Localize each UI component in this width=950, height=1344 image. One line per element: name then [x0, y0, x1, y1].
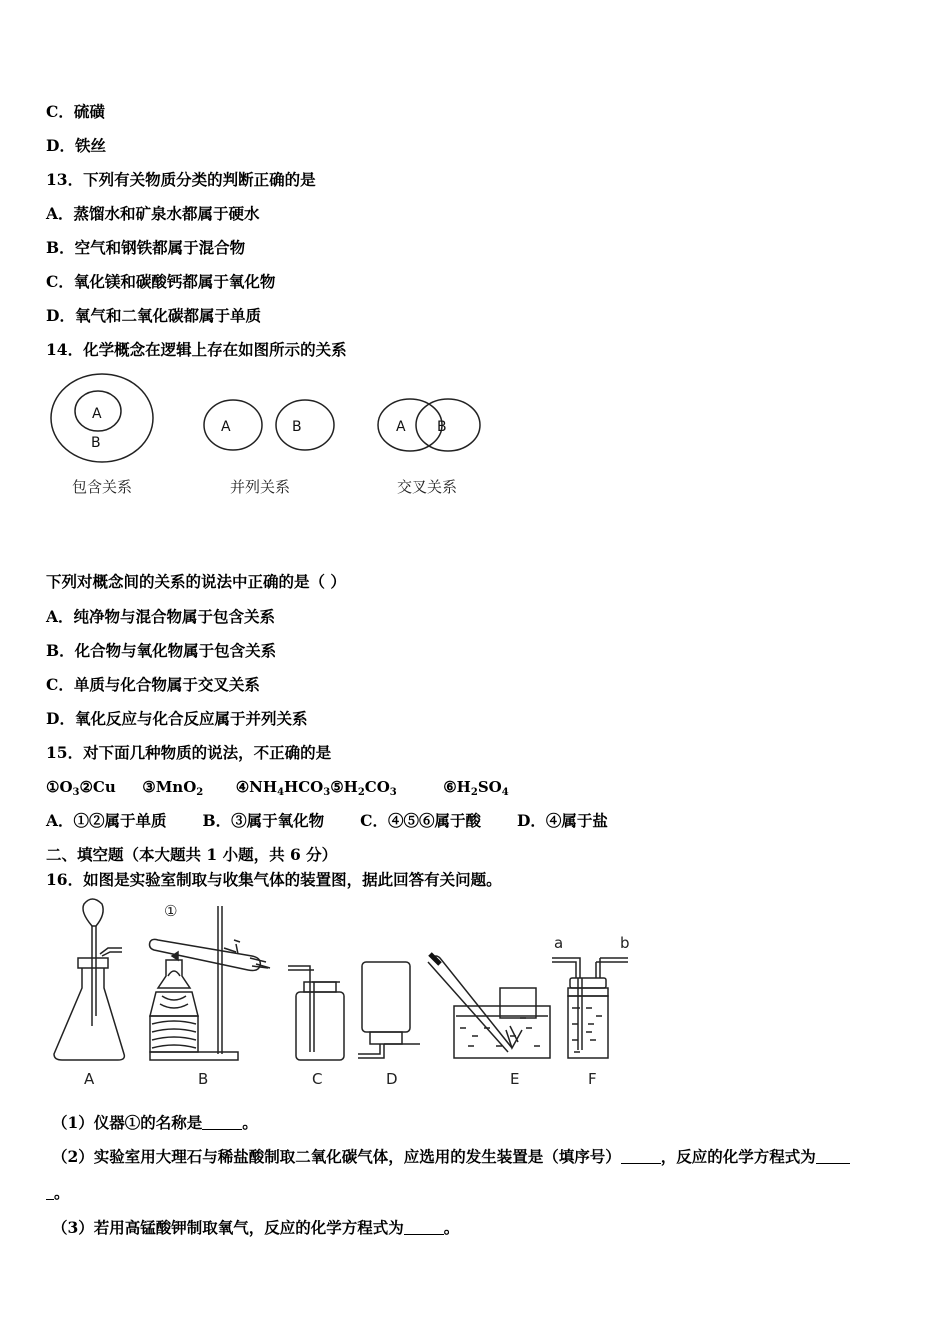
q15-substance-2: ②Cu [79, 778, 116, 796]
q16-part-3 [52, 1218, 459, 1238]
q15-substance-3: ③MnO$_2$ [142, 778, 204, 798]
q16-part-1 [52, 1113, 258, 1133]
venn-contain-label-b: B [91, 435, 101, 451]
venn-parallel-circle-b [276, 400, 334, 450]
q16-part-3-blank[interactable] [404, 1219, 444, 1235]
apparatus-label-e: E [510, 1070, 520, 1088]
venn-cross-circle-b [416, 399, 480, 451]
venn-parallel-circle-a [204, 400, 262, 450]
q15-substance-6: $⑥H_2SO_4$ [443, 778, 509, 798]
venn-parallel-caption: 并列关系 [230, 478, 291, 496]
venn-parallel-label-a: A [221, 419, 231, 435]
q16-part-1-blank[interactable] [202, 1114, 242, 1130]
venn-diagram-figure [40, 368, 500, 508]
q15-substance-4: $④NH_4HCO_3$ [235, 778, 331, 798]
apparatus-b-heating-setup [150, 906, 271, 1060]
q14-option-c: C．单质与化合物属于交叉关系 [46, 675, 260, 694]
q14-option-b: B．化合物与氧化物属于包含关系 [46, 641, 277, 660]
venn-cross-label-a: A [396, 419, 406, 435]
q13-option-d: D．氧气和二氧化碳都属于单质 [46, 306, 261, 325]
q16-stem: 16．如图是实验室制取与收集气体的装置图，据此回答有关问题。 [46, 870, 502, 889]
apparatus-a-flask [54, 899, 124, 1060]
q15-option-a: A．①②属于单质 [46, 811, 167, 830]
q16-part-2-blank-equation-cont[interactable] [46, 1184, 54, 1200]
q13-option-c: C．氧化镁和碳酸钙都属于氧化物 [46, 272, 276, 291]
q13-stem: 13．下列有关物质分类的判断正确的是 [46, 170, 316, 189]
q16-part-3-text: （3）若用高锰酸钾制取氧气，反应的化学方程式为 [52, 1218, 404, 1237]
q16-part-1-text: （1）仪器①的名称是 [52, 1113, 203, 1132]
venn-contain-caption: 包含关系 [72, 478, 133, 496]
apparatus-label-d: D [386, 1070, 398, 1088]
q15-option-b: B．③属于氧化物 [202, 811, 325, 830]
venn-contain-label-a: A [92, 406, 102, 422]
apparatus-label-c: C [312, 1070, 323, 1088]
apparatus-label-f: F [588, 1070, 597, 1088]
apparatus-d-inverted-bottle [358, 962, 420, 1058]
q16-part-2-text-equation: ，反应的化学方程式为 [660, 1147, 816, 1166]
q14-question: 下列对概念间的关系的说法中正确的是（ ） [46, 572, 346, 591]
q16-part-2-continued [46, 1183, 70, 1203]
apparatus-e-water-trough [428, 954, 550, 1058]
venn-cross-circle-a [378, 399, 442, 451]
venn-contain-outer-circle [51, 374, 153, 462]
apparatus-marker-1: ① [164, 902, 178, 920]
q12-option-d: D．铁丝 [46, 136, 106, 155]
apparatus-c-bottle [288, 966, 344, 1060]
q14-stem: 14．化学概念在逻辑上存在如图所示的关系 [46, 340, 347, 359]
q12-option-c: C．硫磺 [46, 102, 105, 121]
q15-option-d: D．④属于盐 [516, 811, 608, 830]
q16-part-1-period: 。 [242, 1113, 258, 1132]
q14-option-d: D．氧化反应与化合反应属于并列关系 [46, 709, 308, 728]
q16-part-2-period: 。 [54, 1183, 70, 1202]
apparatus-label-b: B [198, 1070, 209, 1088]
venn-parallel-label-b: B [292, 419, 302, 435]
q15-substance-list [46, 777, 509, 803]
q13-option-b: B．空气和钢铁都属于混合物 [46, 238, 246, 257]
apparatus-label-a: A [84, 1070, 95, 1088]
apparatus-port-b-label: b [620, 934, 630, 952]
lab-apparatus-figure [40, 896, 640, 1096]
section-2-heading: 二、填空题（本大题共 1 小题，共 6 分） [46, 845, 338, 864]
q16-part-3-period: 。 [443, 1218, 460, 1237]
q15-option-c: C．④⑤⑥属于酸 [360, 811, 481, 830]
q15-substance-1: $①O_3$ [46, 778, 80, 798]
q15-stem: 15．对下面几种物质的说法，不正确的是 [46, 743, 332, 762]
q16-part-2-blank-equation[interactable] [816, 1148, 850, 1164]
q13-option-a: A．蒸馏水和矿泉水都属于硬水 [46, 204, 260, 223]
venn-cross-caption: 交叉关系 [397, 478, 458, 496]
q15-substance-5: $⑤H_2CO_3$ [330, 778, 397, 798]
apparatus-port-a-label: a [554, 934, 564, 952]
q14-option-a: A．纯净物与混合物属于包含关系 [46, 607, 276, 626]
q16-part-2 [52, 1147, 850, 1167]
apparatus-f-washing-bottle [552, 958, 628, 1058]
q16-part-2-blank-device[interactable] [621, 1148, 661, 1164]
q15-options-row [46, 811, 644, 831]
venn-cross-label-b: B [437, 419, 447, 435]
q16-part-2-text: （2）实验室用大理石与稀盐酸制取二氧化碳气体，应选用的发生装置是（填序号） [52, 1147, 621, 1166]
